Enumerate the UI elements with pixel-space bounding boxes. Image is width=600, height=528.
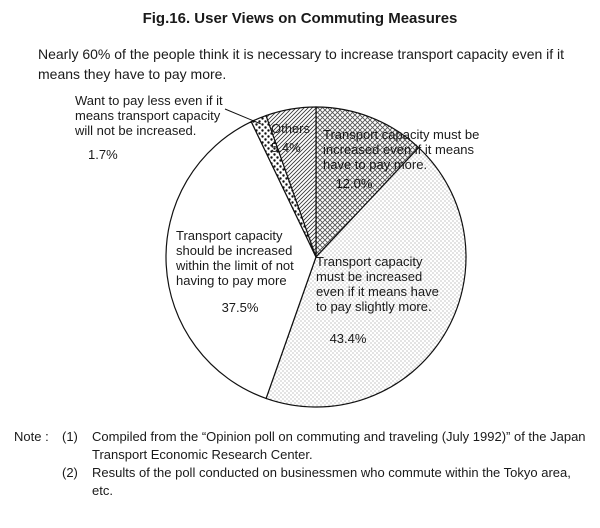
chart-subtitle: Nearly 60% of the people think it is necessary to increase transport capacity even if it means they have to pay more. (38, 46, 565, 82)
note-1-text: Compiled from the “Opinion poll on commuting and traveling (July 1992)” of the Japan Transport Economic Research Center. (92, 429, 586, 462)
leader-line (225, 109, 261, 124)
slice-value-label-3: 37.5% (221, 300, 259, 315)
slice-value-label-5: 5.4% (271, 140, 301, 155)
notes (14, 428, 594, 500)
slice-value-label-4: 1.7% (88, 147, 118, 162)
note-1 (14, 428, 594, 464)
note-1-number: (1) (62, 429, 78, 444)
note-lead: Note : (14, 429, 49, 444)
note-2-number: (2) (62, 465, 78, 480)
note-2 (14, 464, 594, 500)
slice-label-5: Others (271, 121, 311, 136)
slice-label-2: Transport capacity must be increased even if it means have to pay slightly more. (316, 254, 439, 314)
figure-title: Fig.16. User Views on Commuting Measures (142, 10, 458, 27)
slice-value-label-2: 43.4% (329, 331, 367, 346)
slice-label-1: Transport capacity must be increased even if it means have to pay more. (323, 127, 480, 172)
slice-value-label-1: 12.0% (335, 176, 373, 191)
slice-label-3: Transport capacity should be increased within the limit of not having to pay more (176, 228, 294, 288)
note-lead-spacer (14, 464, 62, 500)
slice-label-4: Want to pay less even if it means transport capacity will not be increased. (75, 93, 223, 138)
note-2-text: Results of the poll conducted on businessmen who commute within the Tokyo area, etc. (92, 465, 571, 498)
